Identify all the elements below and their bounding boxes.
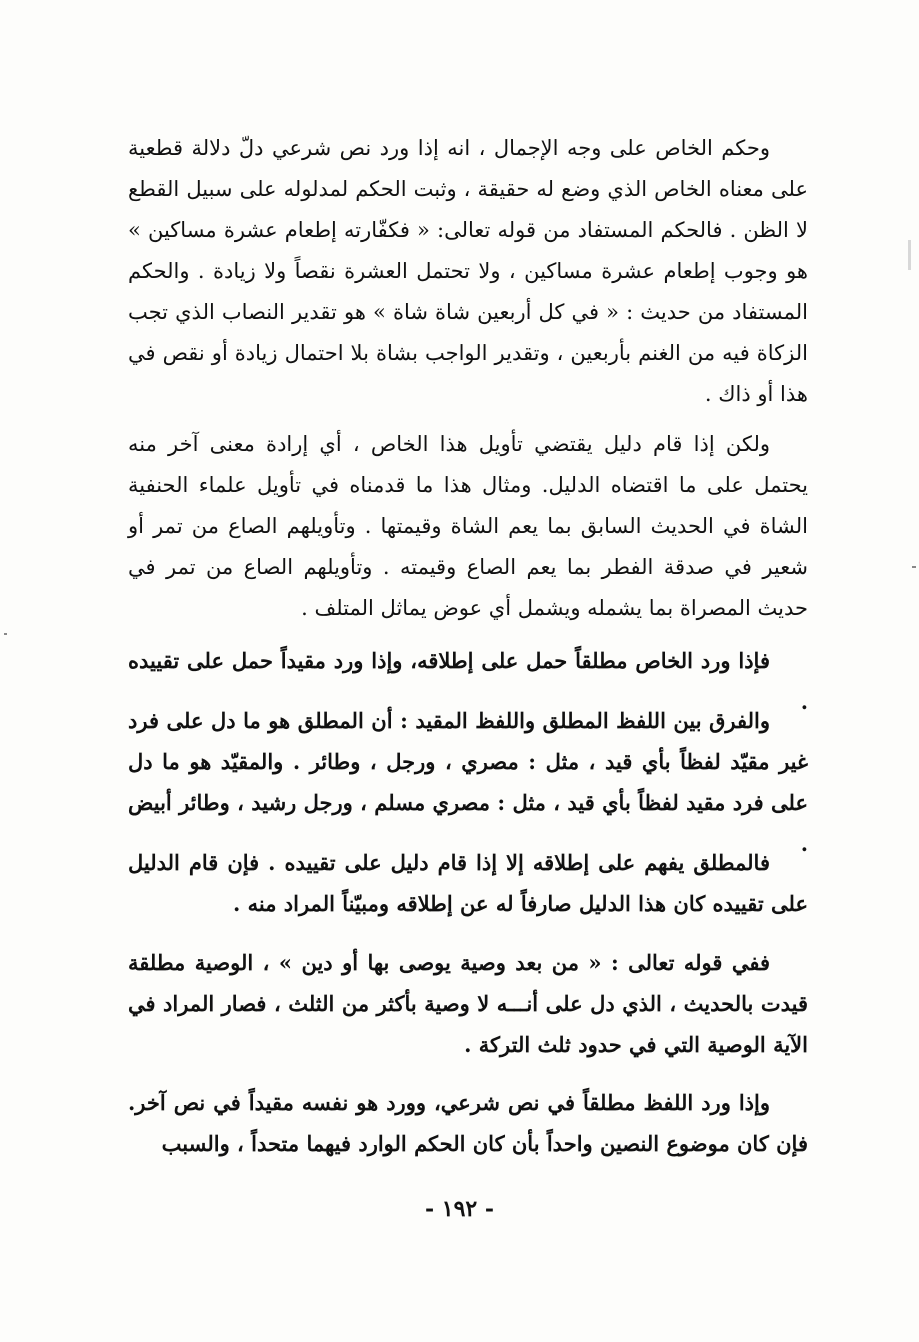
- page-number: - ١٩٢ -: [424, 1196, 495, 1222]
- paragraph-two-texts: [128, 1082, 808, 1164]
- paragraph-text: والفرق بين اللفظ المطلق واللفظ المقيد : أن المطلق هو ما دل على فرد غير مقيّد لفظاً بأي قيد ، مثل : مصري ، ورجل ، وطائر . والمقيّد هو ما دل على فرد مقيد لفظاً بأي قيد ، مثل : مصري مسلم ، ورجل رشيد ، وطائر أبيض .: [128, 708, 808, 856]
- paragraph-absolute-understood: [128, 842, 808, 924]
- scan-edge-mark: [4, 633, 7, 635]
- paragraph-interpretation: [128, 424, 808, 629]
- scan-edge-shadow: [908, 240, 911, 270]
- paragraph-text: ففي قوله تعالى : « من بعد وصية يوصى بها أو دين » ، الوصية مطلقة قيدت بالحديث ، الذي دل على أنـــه لا وصية بأكثر من الثلث ، فصار المراد في الآية الوصية التي في حدود ثلث التركة .: [128, 950, 808, 1057]
- paragraph-general-rule: [128, 128, 808, 415]
- scan-edge-mark: [912, 566, 916, 568]
- paragraph-will-example: [128, 942, 808, 1065]
- paragraph-text: فإذا ورد الخاص مطلقاً حمل على إطلاقه، وإذا ورد مقيداً حمل على تقييده .: [128, 648, 808, 714]
- paragraph-text: ولكن إذا قام دليل يقتضي تأويل هذا الخاص ، أي إرادة معنى آخر منه يحتمل على ما اقتضاه الدليل. ومثال هذا ما قدمناه في تأويل علماء الحنفية الشاة في الحديث السابق بما يعم الشاة وقيمتها . وتأويلهم الصاع من تمر أو شعير في صدقة الفطر بما يعم الصاع وقيمته . وتأويلهم الصاع من تمر في حديث المصراة بما يشمله ويشمل أي عوض يماثل المتلف .: [128, 432, 808, 620]
- paragraph-text: وإذا ورد اللفظ مطلقاً في نص شرعي، وورد هو نفسه مقيداً في نص آخر. فإن كان موضوع النصين واحداً بأن كان الحكم الوارد فيهما متحداً ، والسبب: [128, 1090, 808, 1156]
- paragraph-difference: [128, 700, 808, 864]
- paragraph-text: فالمطلق يفهم على إطلاقه إلا إذا قام دليل على تقييده . فإن قام الدليل على تقييده كان هذا الدليل صارفاً له عن إطلاقه ومبيّناً المراد منه .: [128, 850, 808, 916]
- paragraph-text: وحكم الخاص على وجه الإجمال ، انه إذا ورد نص شرعي دلّ دلالة قطعية على معناه الخاص الذي وضع له حقيقة ، وثبت الحكم لمدلوله على سبيل القطع لا الظن . فالحكم المستفاد من قوله تعالى: « فكفّارته إطعام عشرة مساكين » هو وجوب إطعام عشرة مساكين ، ولا تحتمل العشرة نقصاً ولا زيادة . والحكم المستفاد من حديث : « في كل أربعين شاة شاة » هو تقدير النصاب الذي تجب الزكاة فيه من الغنم بأربعين ، وتقدير الواجب بشاة بلا احتمال زيادة أو نقص في هذا أو ذاك .: [128, 136, 808, 406]
